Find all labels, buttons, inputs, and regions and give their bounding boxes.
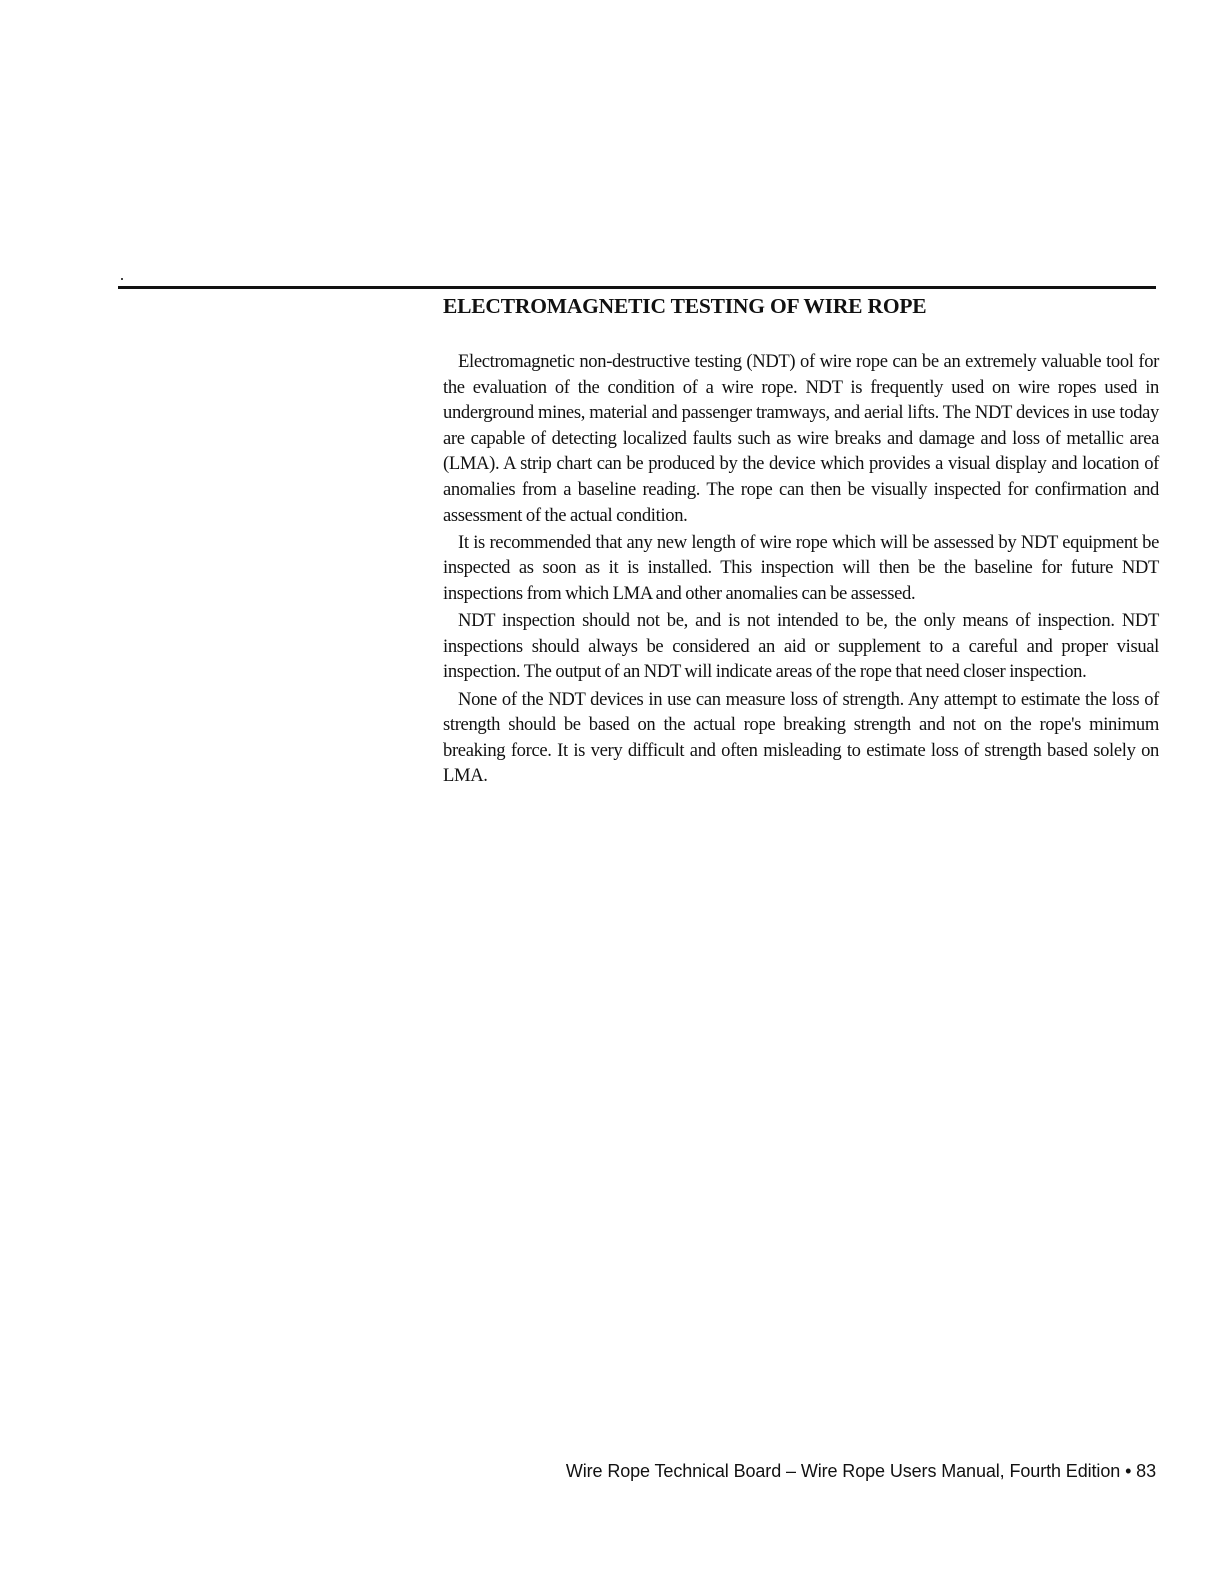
paragraph-visual-inspection-aid: NDT inspection should not be, and is not intended to be, the only means of inspection. NDT inspections should always be considered an aid or supplement to a careful and proper visual inspection. The output of an NDT will indicate areas of the rope that need closer inspection.	[443, 610, 1159, 683]
section-divider-rule	[118, 286, 1156, 289]
footer-separator: •	[1125, 1461, 1132, 1481]
page-number: 83	[1136, 1461, 1156, 1481]
section-title: ELECTROMAGNETIC TESTING OF WIRE ROPE	[443, 294, 927, 318]
section-body	[443, 349, 1159, 790]
footer-publication: Wire Rope Technical Board – Wire Rope Users Manual, Fourth Edition	[565, 1461, 1121, 1481]
margin-mark	[121, 278, 123, 280]
paragraph-ndt-overview: Electromagnetic non-destructive testing (NDT) of wire rope can be an extremely valuable tool for the evaluation of the condition of a wire rope. NDT is frequently used on wire ropes used in underground mines, material and passenger tramways, and aerial lifts. The NDT devices in use today are capable of detecting localized faults such as wire breaks and damage and loss of metallic area (LMA). A strip chart can be produced by the device which provides a visual display and location of anomalies from a baseline reading. The rope can then be visually inspected for confirmation and assessment of the actual condition.	[443, 351, 1159, 526]
page-footer	[566, 1461, 1156, 1482]
paragraph-loss-of-strength: None of the NDT devices in use can measure loss of strength. Any attempt to estimate the loss of strength should be based on the actual rope breaking strength and not on the rope's minimum breaking force. It is very difficult and often misleading to estimate loss of strength based solely on LMA.	[443, 688, 1159, 787]
paragraph-baseline-inspection: It is recommended that any new length of wire rope which will be assessed by NDT equipment be inspected as soon as it is installed. This inspection will then be the baseline for future NDT inspections from which LMA and other anomalies can be assessed.	[443, 531, 1159, 604]
